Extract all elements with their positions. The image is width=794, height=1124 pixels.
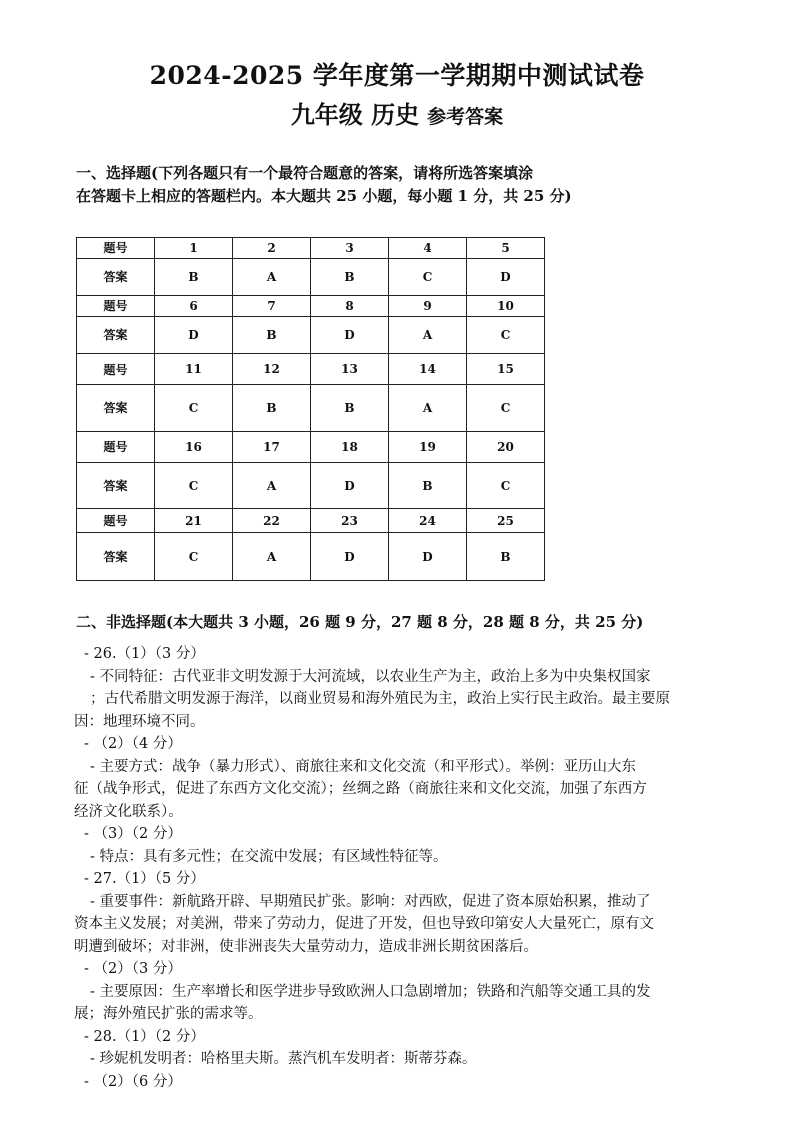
answer-line: - （2）（3 分） [84, 961, 182, 977]
answer-cell: B [311, 385, 389, 432]
answer-cell: B [155, 258, 233, 295]
row-label-question: 题号 [77, 431, 155, 462]
answer-cell: D [311, 462, 389, 509]
answer-cell: B [311, 258, 389, 295]
answer-line: - （2）（4 分） [84, 736, 182, 752]
answer-cell: D [155, 316, 233, 353]
question-number-cell: 25 [467, 509, 545, 533]
question-number-cell: 19 [389, 431, 467, 462]
answer-cell: B [233, 316, 311, 353]
row-label-answer: 答案 [77, 385, 155, 432]
question-number-cell: 11 [155, 354, 233, 385]
question-number-cell: 24 [389, 509, 467, 533]
question-number-cell: 18 [311, 431, 389, 462]
answer-line: - 特点：具有多元性；在交流中发展；有区域性特征等。 [90, 848, 448, 865]
answer-line: 展；海外殖民扩张的需求等。 [74, 1006, 263, 1022]
page-title: 2024-2025 学年度第一学期期中测试试卷 [149, 61, 645, 90]
row-label-question: 题号 [77, 296, 155, 317]
answer-row [77, 316, 545, 353]
answer-cell: A [233, 258, 311, 295]
question-number-cell: 3 [311, 238, 389, 259]
section1-heading-line1: 一、选择题(下列各题只有一个最符合题意的答案，请将所选答案填涂 [76, 164, 534, 182]
answer-cell: D [311, 316, 389, 353]
answer-text [74, 643, 724, 1093]
question-number-cell: 4 [389, 238, 467, 259]
answer-table [76, 237, 545, 581]
row-label-answer: 答案 [77, 316, 155, 353]
section2-heading: 二、非选择题(本大题共 3 小题，26 题 9 分，27 题 8 分，28 题 8 分，共 25 分) [76, 613, 644, 631]
answer-row [77, 385, 545, 432]
question-number-cell: 6 [155, 296, 233, 317]
answer-key-label: 参考答案 [427, 106, 504, 128]
row-label-answer: 答案 [77, 533, 155, 581]
question-number-cell: 8 [311, 296, 389, 317]
question-number-cell: 16 [155, 431, 233, 462]
question-number-cell: 13 [311, 354, 389, 385]
question-number-cell: 12 [233, 354, 311, 385]
question-number-cell: 15 [467, 354, 545, 385]
answer-cell: B [467, 533, 545, 581]
answer-cell: C [389, 258, 467, 295]
answer-cell: C [155, 533, 233, 581]
answer-row [77, 462, 545, 509]
answer-line: - 珍妮机发明者：哈格里夫斯。蒸汽机车发明者：斯蒂芬森。 [90, 1051, 477, 1067]
answer-line: 征（战争形式，促进了东西方文化交流）；丝绸之路（商旅往来和文化交流，加强了东西方 [74, 781, 647, 797]
question-number-cell: 5 [467, 238, 545, 259]
answer-cell: D [467, 258, 545, 295]
answer-line: - 主要原因：生产率增长和医学进步导致欧洲人口急剧增加；铁路和汽船等交通工具的发 [90, 983, 651, 1000]
answer-cell: B [389, 462, 467, 509]
answer-line: - 主要方式：战争（暴力形式）、商旅往来和文化交流（和平形式）。举例：亚历山大东 [90, 758, 637, 775]
answer-line: ；古代希腊文明发源于海洋，以商业贸易和海外殖民为主，政治上实行民主政治。最主要原 [90, 691, 670, 707]
question-number-cell: 23 [311, 509, 389, 533]
answer-line: - 不同特征：古代亚非文明发源于大河流域，以农业生产为主，政治上多为中央集权国家 [90, 668, 651, 685]
question-number-cell: 9 [389, 296, 467, 317]
answer-line: - 重要事件：新航路开辟、早期殖民扩张。影响：对西欧，促进了资本原始积累，推动了 [90, 893, 651, 910]
answer-line: 明遭到破坏；对非洲，使非洲丧失大量劳动力，造成非洲长期贫困落后。 [74, 938, 538, 955]
row-label-question: 题号 [77, 509, 155, 533]
answer-cell: C [467, 385, 545, 432]
answer-cell: B [233, 385, 311, 432]
question-number-row [77, 238, 545, 259]
row-label-answer: 答案 [77, 462, 155, 509]
answer-cell: C [155, 385, 233, 432]
answer-line: - （2）（6 分） [84, 1073, 182, 1090]
answer-line: - 27.（1）（5 分） [84, 871, 205, 887]
answer-cell: A [389, 316, 467, 353]
row-label-question: 题号 [77, 354, 155, 385]
page-subtitle [0, 95, 794, 130]
question-number-cell: 7 [233, 296, 311, 317]
answer-line: - 28.（1）（2 分） [84, 1028, 205, 1045]
answer-cell: C [155, 462, 233, 509]
row-label-answer: 答案 [77, 258, 155, 295]
row-label-question: 题号 [77, 238, 155, 259]
answer-cell: D [311, 533, 389, 581]
question-number-row [77, 509, 545, 533]
question-number-row [77, 354, 545, 385]
answer-line: - （3）（2 分） [84, 826, 182, 842]
answer-line: - 26.（1）（3 分） [84, 646, 205, 662]
question-number-cell: 22 [233, 509, 311, 533]
section1-heading-line2: 在答题卡上相应的答题栏内。本大题共 25 小题，每小题 1 分，共 25 分) [76, 187, 572, 205]
answer-row [77, 258, 545, 295]
question-number-cell: 14 [389, 354, 467, 385]
answer-cell: A [233, 462, 311, 509]
question-number-cell: 2 [233, 238, 311, 259]
question-number-cell: 21 [155, 509, 233, 533]
answer-cell: A [233, 533, 311, 581]
answer-line: 经济文化联系）。 [74, 803, 183, 820]
answer-cell: C [467, 316, 545, 353]
question-number-cell: 17 [233, 431, 311, 462]
question-number-row [77, 431, 545, 462]
answer-row [77, 533, 545, 581]
question-number-cell: 10 [467, 296, 545, 317]
answer-cell: A [389, 385, 467, 432]
question-number-cell: 1 [155, 238, 233, 259]
answer-line: 资本主义发展；对美洲，带来了劳动力，促进了开发，但也导致印第安人大量死亡，原有文 [74, 916, 654, 932]
question-number-row [77, 296, 545, 317]
grade-subject: 九年级 历史 [290, 100, 420, 129]
answer-line: 因：地理环境不同。 [74, 713, 205, 730]
question-number-cell: 20 [467, 431, 545, 462]
answer-cell: D [389, 533, 467, 581]
answer-cell: C [467, 462, 545, 509]
